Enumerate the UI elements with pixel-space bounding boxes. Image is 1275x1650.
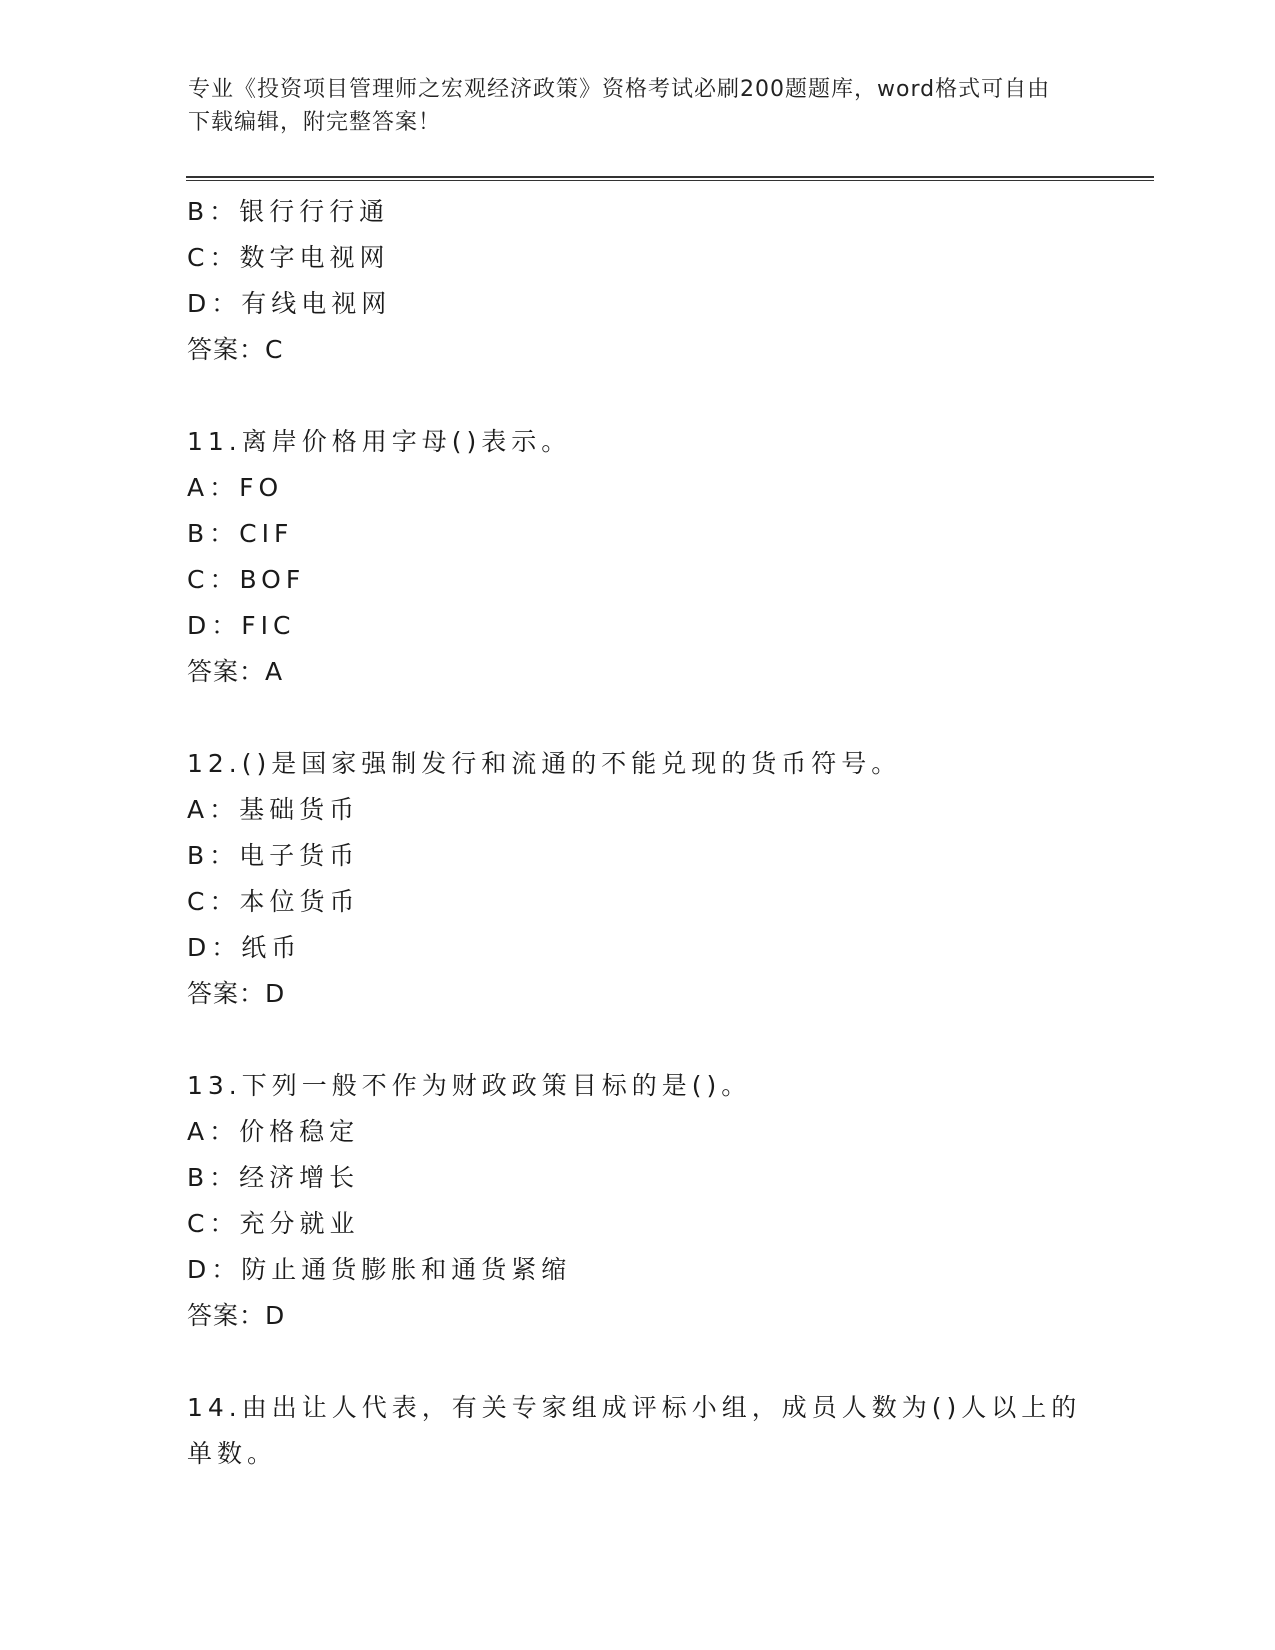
answer-text: 答案：C — [187, 335, 284, 364]
option-d: D：FIC — [187, 611, 296, 640]
option-d: D：有线电视网 — [187, 289, 392, 318]
spacer — [187, 695, 1087, 741]
spacer — [187, 1339, 1087, 1385]
question-text: 14.由出让人代表，有关专家组成评标小组，成员人数为()人以上的单数。 — [187, 1393, 1082, 1468]
question-text: 12.()是国家强制发行和流通的不能兑现的货币符号。 — [187, 749, 902, 778]
option-a: A：基础货币 — [187, 795, 360, 824]
option-d: D：纸币 — [187, 933, 302, 962]
page-header: 专业《投资项目管理师之宏观经济政策》资格考试必刷200题题库，word格式可自由下载编辑，附完整答案！ — [188, 77, 1051, 135]
option-c: C：充分就业 — [187, 1209, 360, 1238]
answer-text: 答案：A — [187, 657, 284, 686]
spacer — [187, 1017, 1087, 1063]
option-c: C：BOF — [187, 565, 306, 594]
question-text: 11.离岸价格用字母()表示。 — [187, 427, 572, 456]
question-text: 13.下列一般不作为财政政策目标的是()。 — [187, 1071, 752, 1100]
question-10 — [187, 189, 1087, 373]
question-12 — [187, 741, 1087, 1017]
option-b: B：电子货币 — [187, 841, 360, 870]
option-a: A：FO — [187, 473, 284, 502]
question-list — [187, 189, 1087, 1477]
question-13 — [187, 1063, 1087, 1339]
question-11 — [187, 419, 1087, 695]
option-a: A：价格稳定 — [187, 1117, 360, 1146]
header-divider — [186, 176, 1154, 181]
option-b: B：CIF — [187, 519, 294, 548]
spacer — [187, 373, 1087, 419]
question-14 — [187, 1385, 1087, 1477]
answer-text: 答案：D — [187, 979, 286, 1008]
option-b: B：经济增长 — [187, 1163, 360, 1192]
option-d: D：防止通货膨胀和通货紧缩 — [187, 1255, 572, 1284]
answer-text: 答案：D — [187, 1301, 286, 1330]
option-b: B：银行行行通 — [187, 197, 390, 226]
option-c: C：本位货币 — [187, 887, 360, 916]
option-c: C：数字电视网 — [187, 243, 390, 272]
